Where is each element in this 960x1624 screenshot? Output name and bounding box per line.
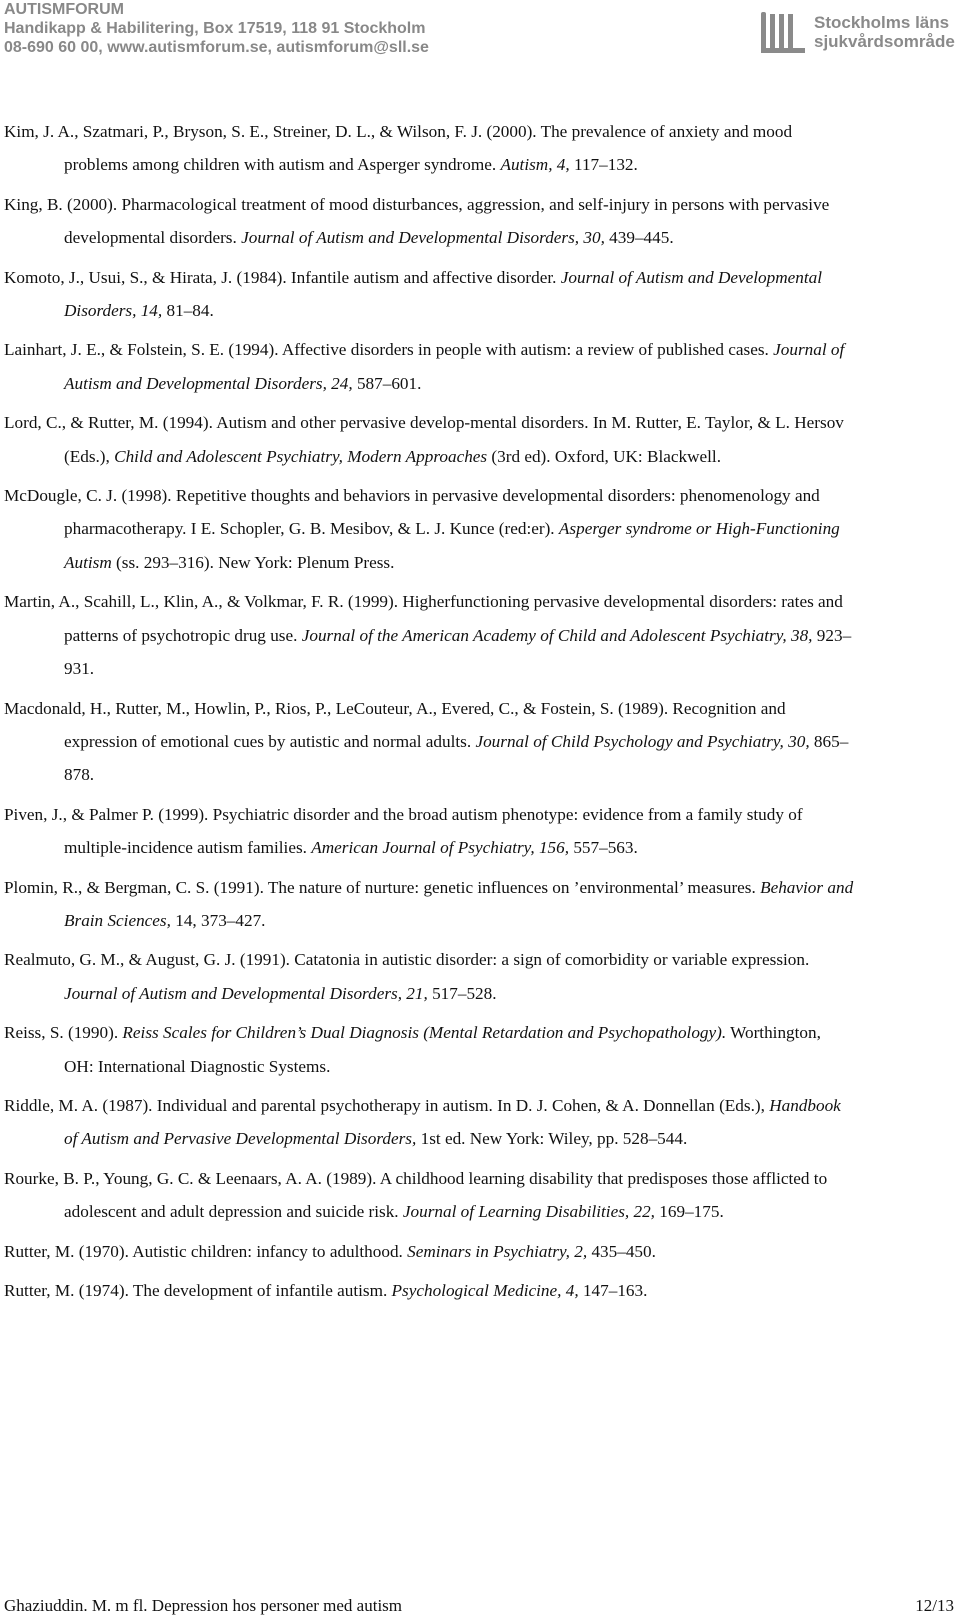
reference-text: Rutter, M. (1974). The development of infantile autism. xyxy=(4,1281,392,1300)
reference-text: 517–528. xyxy=(427,983,497,1003)
reference-source-title: Journal of Autism and Developmental Disorders, 14, xyxy=(64,267,823,321)
reference-source-title: Seminars in Psychiatry, 2, xyxy=(407,1241,588,1261)
reference-text: 439–445. xyxy=(604,228,674,248)
reference-source-title: Reiss Scales for Children’s Dual Diagnosis (Mental Retardation and Psychopathology). xyxy=(122,1023,727,1043)
reference-text: 169–175. xyxy=(654,1202,724,1222)
reference-text: Komoto, J., Usui, S., & Hirata, J. (1984). Infantile autism and affective disorder. xyxy=(4,267,561,287)
reference-text: 1st ed. New York: Wiley, pp. 528–544. xyxy=(416,1129,688,1149)
reference-entry xyxy=(4,115,854,182)
reference-entry xyxy=(4,1235,854,1268)
organization-block xyxy=(4,0,429,57)
reference-entry xyxy=(4,188,854,255)
sll-logo-icon xyxy=(760,12,808,54)
reference-text: 587–601. xyxy=(352,373,422,393)
reference-text: Plomin, R., & Bergman, C. S. (1991). The nature of nurture: genetic influences on ’environmental’ measures. xyxy=(4,877,761,897)
reference-text: 147–163. xyxy=(578,1281,648,1300)
sll-logo xyxy=(760,12,956,56)
reference-text: Riddle, M. A. (1987). Individual and parental psychotherapy in autism. In D. J. Cohen, & A. Donnellan (Eds.), xyxy=(4,1095,770,1115)
reference-text: 117–132. xyxy=(569,155,638,175)
reference-entry xyxy=(4,798,854,865)
reference-text: 557–563. xyxy=(569,838,638,858)
reference-text: 923–931. xyxy=(64,625,852,679)
reference-source-title: Behavior and Brain Sciences, xyxy=(64,877,854,930)
reference-entry xyxy=(4,1089,854,1156)
reference-text: 435–450. xyxy=(587,1241,656,1261)
reference-entry xyxy=(4,261,854,328)
page-number: 12/13 xyxy=(915,1596,954,1615)
reference-entry xyxy=(4,871,854,938)
reference-list xyxy=(4,115,854,1313)
reference-text: Kim, J. A., Szatmari, P., Bryson, S. E., Streiner, D. L., & Wilson, F. J. (2000). The prevalence of anxiety and mood problems among children with autism and Asperger syndrome. xyxy=(4,122,793,175)
reference-text: (3rd ed). Oxford, UK: Blackwell. xyxy=(487,446,721,466)
reference-text: (ss. 293–316). New York: Plenum Press. xyxy=(111,552,395,572)
logo-line-1: Stockholms läns xyxy=(814,13,950,32)
reference-text: Macdonald, H., Rutter, M., Howlin, P., Rios, P., LeCouteur, A., Evered, C., & Fostein, S. (1989). Recognition and expression of emotional cues by autistic and normal adults. xyxy=(4,698,786,751)
reference-text: King, B. (2000). Pharmacological treatment of mood disturbances, aggression, and self-injury in persons with pervasive developmental disorders. xyxy=(4,194,830,248)
reference-source-title: Journal of Learning Disabilities, 22, xyxy=(402,1202,655,1222)
reference-source-title: Asperger syndrome or High-Functioning Autism xyxy=(64,519,840,572)
reference-entry xyxy=(4,585,854,685)
org-contact: 08-690 60 00, www.autismforum.se, autismforum@sll.se xyxy=(4,39,429,56)
reference-entry xyxy=(4,1274,854,1307)
reference-entry xyxy=(4,692,854,792)
org-address: Handikapp & Habilitering, Box 17519, 118 91 Stockholm xyxy=(4,20,426,37)
reference-entry xyxy=(4,406,854,473)
reference-text: Lord, C., & Rutter, M. (1994). Autism and other pervasive develop-mental disorders. In M. Rutter, E. Taylor, & L. Hersov (Eds.), xyxy=(4,413,844,466)
reference-source-title: Child and Adolescent Psychiatry, Modern Approaches xyxy=(114,446,488,466)
reference-text: 865–878. xyxy=(64,731,849,785)
reference-text: Lainhart, J. E., & Folstein, S. E. (1994). Affective disorders in people with autism: a review of published cases. xyxy=(4,340,774,360)
reference-text: Martin, A., Scahill, L., Klin, A., & Volkmar, F. R. (1999). Higherfunctioning pervasive developmental disorders: rates and patterns of psychotropic drug use. xyxy=(4,592,843,645)
reference-text: Worthington, OH: International Diagnostic Systems. xyxy=(64,1023,821,1076)
logo-line-2: sjukvårdsområde xyxy=(814,32,955,51)
reference-text: Realmuto, G. M., & August, G. J. (1991). Catatonia in autistic disorder: a sign of comorbidity or variable expression. xyxy=(4,950,810,970)
reference-source-title: Journal of Autism and Developmental Disorders, 21, xyxy=(64,983,428,1003)
reference-entry xyxy=(4,943,854,1010)
reference-text: 81–84. xyxy=(162,301,214,321)
reference-entry xyxy=(4,1016,854,1083)
reference-text: 14, 373–427. xyxy=(170,910,266,930)
reference-source-title: Journal of the American Academy of Child and Adolescent Psychiatry, 38, xyxy=(301,625,813,645)
reference-entry xyxy=(4,479,854,579)
reference-source-title: Psychological Medicine, 4, xyxy=(391,1281,579,1300)
page-header xyxy=(0,0,960,64)
org-name: AUTISMFORUM xyxy=(4,1,124,18)
reference-source-title: Handbook of Autism and Pervasive Developmental Disorders, xyxy=(64,1095,841,1149)
reference-text: McDougle, C. J. (1998). Repetitive thoughts and behaviors in pervasive developmental disorders: phenomenology and pharmacotherapy. I E. Schopler, G. B. Mesibov, & L. J. Kunce (red:er). xyxy=(4,486,820,539)
reference-entry xyxy=(4,1162,854,1229)
reference-text: Piven, J., & Palmer P. (1999). Psychiatric disorder and the broad autism phenotype: evidence from a family study of multiple-incidence autism families. xyxy=(4,804,803,858)
reference-source-title: Autism, 4, xyxy=(500,155,570,175)
reference-text: Rourke, B. P., Young, G. C. & Leenaars, A. A. (1989). A childhood learning disability that predisposes those afflicted to adolescent and adult depression and suicide risk. xyxy=(4,1168,828,1222)
reference-source-title: Journal of Child Psychology and Psychiatry, 30, xyxy=(475,731,810,751)
reference-source-title: Journal of Autism and Developmental Disorders, 24, xyxy=(64,340,845,393)
logo-wordmark xyxy=(814,13,955,51)
footer-citation: Ghaziuddin. M. m fl. Depression hos personer med autism xyxy=(4,1596,403,1615)
reference-source-title: Journal of Autism and Developmental Disorders, 30, xyxy=(241,228,605,248)
reference-text: Reiss, S. (1990). xyxy=(4,1023,123,1043)
reference-entry xyxy=(4,333,854,400)
reference-text: Rutter, M. (1970). Autistic children: infancy to adulthood. xyxy=(4,1241,408,1261)
reference-source-title: American Journal of Psychiatry, 156, xyxy=(311,838,570,858)
